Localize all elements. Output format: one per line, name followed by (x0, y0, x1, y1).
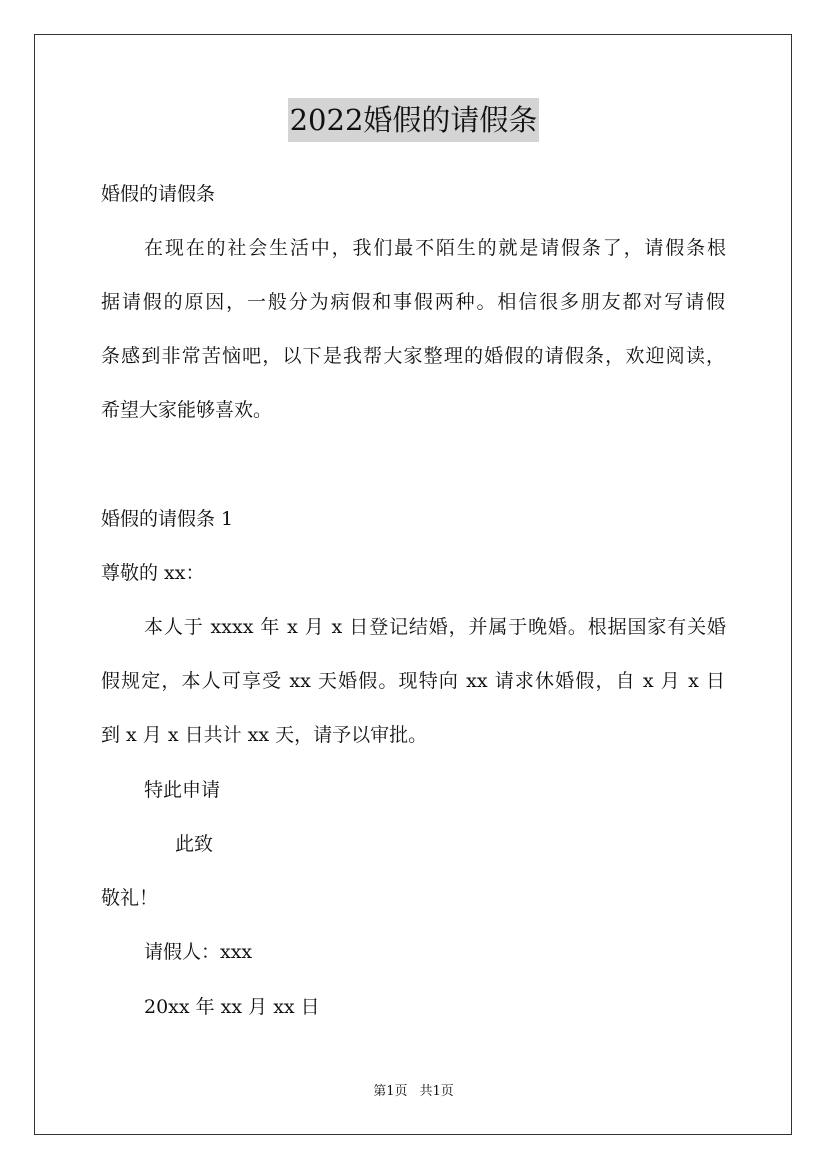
page-footer (0, 1083, 827, 1101)
document-title: 2022婚假的请假条 (288, 98, 540, 142)
intro-line-1: 在现在的社会生活中，我们最不陌生的就是请假条了，请假条根 (144, 237, 726, 259)
title-block (0, 98, 827, 142)
intro-line-2: 据请假的原因，一般分为病假和事假两种。相信很多朋友都对写请假 (101, 291, 725, 313)
intro-line-4: 希望大家能够喜欢。 (101, 399, 273, 421)
subtitle: 婚假的请假条 (101, 183, 216, 205)
closing-salute: 敬礼！ (101, 887, 159, 909)
section-heading: 婚假的请假条 1 (101, 508, 234, 530)
closing-request: 特此申请 (144, 779, 221, 801)
intro-line-3: 条感到非常苦恼吧，以下是我帮大家整理的婚假的请假条，欢迎阅读， (101, 345, 725, 367)
page-total: 共1页 (419, 1084, 454, 1099)
closing-to: 此致 (175, 833, 214, 855)
applicant-signature: 请假人：xxx (144, 941, 253, 963)
body-line-2: 假规定，本人可享受 xx 天婚假。现特向 xx 请求休婚假，自 x 月 x 日 (101, 670, 725, 692)
page-number: 第1页 (373, 1084, 408, 1099)
body-line-3: 到 x 月 x 日共计 xx 天，请予以审批。 (101, 724, 428, 746)
body-line-1: 本人于 xxxx 年 x 月 x 日登记结婚，并属于晚婚。根据国家有关婚 (144, 616, 726, 638)
salutation: 尊敬的 xx： (101, 562, 205, 584)
application-date: 20xx 年 xx 月 xx 日 (144, 996, 320, 1018)
